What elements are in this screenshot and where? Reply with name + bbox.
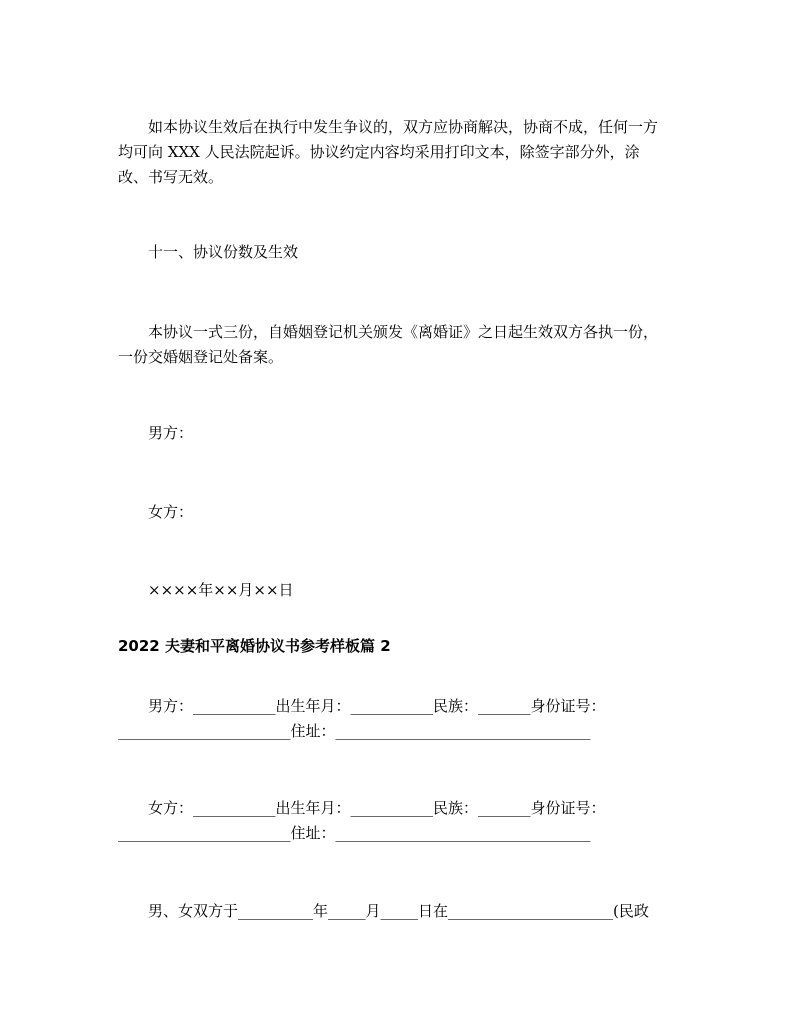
copies-paragraph: 本协议一式三份，自婚姻登记机关颁发《离婚证》之日起生效双方各执一份，一份交婚姻登记处备案。 (118, 323, 659, 366)
dispute-paragraph: 如本协议生效后在执行中发生争议的，双方应协商解决，协商不成，任何一方均可向 XXX 人民法院起诉。协议约定内容均采用打印文本，除签字部分外，涂改、书写无效。 (118, 118, 659, 186)
man-info-line-2: _______________________住址：__________________________________ (118, 722, 591, 740)
signing-date: ××××年××月××日 (148, 581, 294, 599)
woman-info-line-1: 女方：___________出生年月：___________民族：_______身份证号： (148, 799, 606, 817)
woman-signature-label: 女方： (148, 503, 194, 521)
marriage-registration-line: 男、女双方于__________年_____月_____日在______________________(民政 (148, 902, 649, 920)
man-info-line-1: 男方：___________出生年月：___________民族：_______身份证号： (148, 697, 606, 715)
man-signature-label: 男方： (148, 424, 194, 442)
woman-info-line-2: _______________________住址：__________________________________ (118, 824, 591, 842)
section-heading-2: 2022 夫妻和平离婚协议书参考样板篇 2 (118, 637, 391, 655)
section-11-title: 十一、协议份数及生效 (148, 243, 299, 261)
